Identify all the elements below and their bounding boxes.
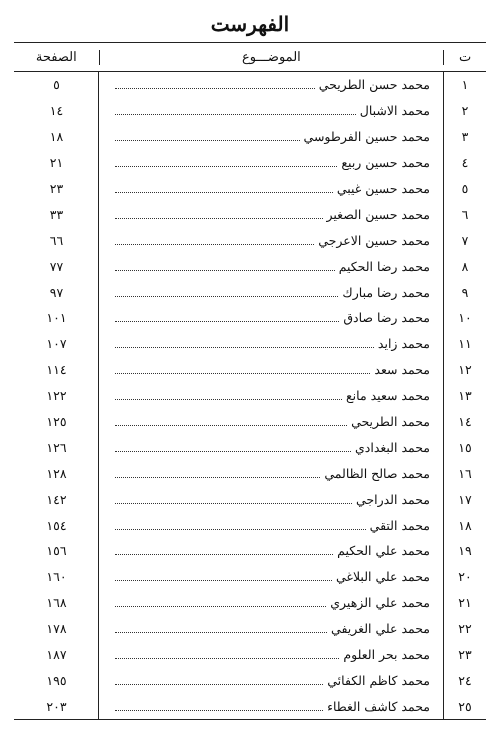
row-page: ١٠٧ [46, 336, 67, 352]
row-page: ١٤٢ [46, 491, 67, 507]
table-row [14, 616, 486, 642]
row-page: ٥ [53, 77, 60, 93]
leader-dots [115, 218, 323, 219]
leader-dots [115, 373, 370, 374]
leader-dots [115, 88, 315, 89]
table-row [14, 642, 486, 668]
table-row [14, 279, 486, 305]
table-row [14, 72, 486, 98]
header-number: ت [458, 49, 472, 65]
row-topic-cell [99, 207, 444, 222]
table-row [14, 124, 486, 150]
row-topic-cell [99, 103, 444, 118]
row-number: ١٠ [458, 310, 472, 326]
row-topic-cell [99, 440, 444, 455]
row-page: ١٧٨ [46, 621, 67, 637]
row-number: ٩ [461, 284, 469, 300]
row-topic: محمد علي الزهيري [330, 595, 430, 611]
row-topic: محمد حسين الاعرجي [318, 232, 430, 248]
row-page: ١٦٠ [46, 569, 67, 585]
row-number: ٢٣ [458, 647, 472, 663]
row-topic-cell [99, 673, 444, 688]
row-topic: محمد رضا مبارك [342, 284, 430, 300]
table-row [14, 434, 486, 460]
row-page: ٢٣ [49, 181, 64, 196]
leader-dots [115, 114, 356, 115]
row-number: ١ [461, 77, 469, 93]
table-row [14, 201, 486, 227]
table-row [14, 98, 486, 124]
row-topic: محمد سعيد مانع [346, 388, 430, 404]
page-title: الفهرست [210, 12, 290, 36]
header-page: الصفحة [35, 49, 77, 65]
row-number: ٨ [461, 258, 469, 274]
leader-dots [115, 710, 323, 711]
table-row [14, 331, 486, 357]
row-topic-cell [99, 492, 444, 507]
row-topic: محمد البغدادي [355, 439, 430, 455]
row-number: ٣ [461, 129, 469, 145]
leader-dots [115, 244, 314, 245]
row-topic: محمد الدراجي [355, 491, 430, 507]
table-row [14, 383, 486, 409]
leader-dots [115, 399, 342, 400]
row-page: ٢١ [49, 155, 64, 171]
row-page: ٢٠٣ [46, 698, 67, 714]
row-number: ٧ [461, 232, 469, 248]
row-topic-cell [99, 466, 444, 481]
row-topic-cell [99, 595, 444, 610]
leader-dots [115, 658, 339, 659]
row-number: ١٢ [458, 362, 472, 378]
row-page: ٣٣ [49, 206, 64, 222]
row-topic-cell [99, 155, 444, 170]
row-page: ٩٧ [49, 284, 64, 300]
leader-dots [115, 554, 333, 555]
row-topic: محمد الاشبال [359, 103, 430, 119]
leader-dots [115, 321, 339, 322]
row-topic-cell [99, 543, 444, 558]
row-topic: محمد كاظم الكفائي [327, 672, 430, 688]
row-topic-cell [99, 129, 444, 144]
row-number: ٢ [461, 103, 469, 119]
table-of-contents [14, 42, 486, 720]
table-row [14, 227, 486, 253]
row-topic: محمد كاشف الغطاء [327, 698, 430, 714]
row-page: ١٨٧ [46, 647, 67, 663]
row-topic-cell [99, 336, 444, 351]
row-number: ١٧ [458, 491, 472, 507]
table-body [14, 72, 486, 720]
leader-dots [115, 140, 300, 141]
row-topic-cell [99, 518, 444, 533]
row-page: ١١٤ [46, 362, 67, 378]
row-number: ٢٠ [458, 569, 472, 585]
row-number: ٢٥ [458, 698, 472, 714]
row-topic-cell [99, 569, 444, 584]
row-page: ١٥٦ [46, 543, 67, 559]
row-number: ١٩ [458, 543, 472, 559]
leader-dots [115, 425, 347, 426]
leader-dots [115, 347, 374, 348]
row-page: ١٢٢ [46, 388, 67, 404]
row-topic: محمد علي الحكيم [337, 543, 430, 559]
row-topic-cell [99, 362, 444, 377]
row-topic: محمد علي الغريفي [331, 621, 430, 637]
row-topic: محمد رضا صادق [343, 310, 430, 326]
row-page: ١٦٨ [46, 595, 67, 611]
header-topic: الموضـــوع [99, 50, 445, 65]
row-number: ٢١ [458, 595, 472, 611]
leader-dots [115, 606, 326, 607]
row-topic: محمد حسين غيبي [336, 181, 430, 196]
row-topic-cell [99, 310, 444, 325]
row-page: ١٥٤ [46, 517, 67, 533]
row-topic-cell [99, 388, 444, 403]
table-row [14, 486, 486, 512]
row-topic-cell [99, 233, 444, 248]
table-row [14, 357, 486, 383]
table-row [14, 667, 486, 693]
row-topic: محمد بحر العلوم [343, 647, 430, 663]
row-topic-cell [99, 259, 444, 274]
row-number: ١١ [458, 336, 472, 352]
leader-dots [115, 684, 323, 685]
leader-dots [115, 477, 320, 478]
table-row [14, 253, 486, 279]
row-topic: محمد حسين الفرطوسي [303, 129, 430, 145]
row-topic-cell [99, 647, 444, 662]
leader-dots [115, 529, 366, 530]
row-number: ٢٤ [458, 672, 472, 688]
row-number: ١٨ [458, 517, 472, 533]
row-topic: محمد التقي [369, 517, 430, 533]
row-topic-cell [99, 414, 444, 429]
row-page: ٧٧ [49, 258, 64, 274]
row-topic: محمد الطريحي [351, 414, 430, 430]
leader-dots [115, 580, 332, 581]
row-topic: محمد سعد [374, 362, 430, 378]
row-topic: محمد صالح الظالمي [324, 465, 430, 481]
row-topic-cell [99, 621, 444, 636]
table-row [14, 409, 486, 435]
table-row [14, 590, 486, 616]
row-page: ١٤ [49, 103, 64, 119]
row-topic: محمد حسين ربيع [341, 155, 430, 171]
table-header [14, 42, 486, 72]
row-number: ١٤ [458, 414, 472, 430]
row-topic: محمد علي البلاغي [336, 569, 430, 585]
leader-dots [115, 451, 351, 452]
leader-dots [115, 632, 327, 633]
leader-dots [115, 270, 335, 271]
table-row [14, 564, 486, 590]
row-page: ١٢٥ [46, 414, 67, 430]
row-page: ١٢٦ [46, 439, 67, 455]
table-row [14, 512, 486, 538]
row-page: ٦٦ [49, 232, 64, 248]
row-topic-cell [99, 699, 444, 714]
table-row [14, 693, 486, 719]
row-number: ١٦ [458, 465, 472, 481]
row-number: ١٥ [458, 439, 472, 455]
table-row [14, 176, 486, 202]
row-page: ١٢٨ [46, 465, 67, 481]
leader-dots [115, 192, 333, 193]
row-number: ١٣ [458, 388, 472, 404]
row-number: ٦ [461, 206, 469, 222]
leader-dots [115, 503, 352, 504]
leader-dots [115, 166, 337, 167]
table-row [14, 538, 486, 564]
row-topic-cell [99, 77, 444, 92]
row-number: ٥ [461, 181, 469, 196]
row-topic-cell [99, 285, 444, 300]
row-number: ٤ [461, 155, 469, 171]
row-page: ١٠١ [46, 310, 67, 326]
row-topic: محمد حسن الطريحي [318, 77, 430, 93]
table-row [14, 150, 486, 176]
table-row [14, 460, 486, 486]
row-topic-cell [99, 181, 444, 196]
leader-dots [115, 296, 338, 297]
row-page: ١٩٥ [46, 672, 67, 688]
row-topic: محمد رضا الحكيم [338, 258, 430, 274]
row-topic: محمد حسين الصغير [326, 206, 430, 222]
table-row [14, 305, 486, 331]
row-number: ٢٢ [458, 621, 472, 637]
row-page: ١٨ [49, 129, 64, 145]
row-topic: محمد زايد [377, 336, 430, 352]
